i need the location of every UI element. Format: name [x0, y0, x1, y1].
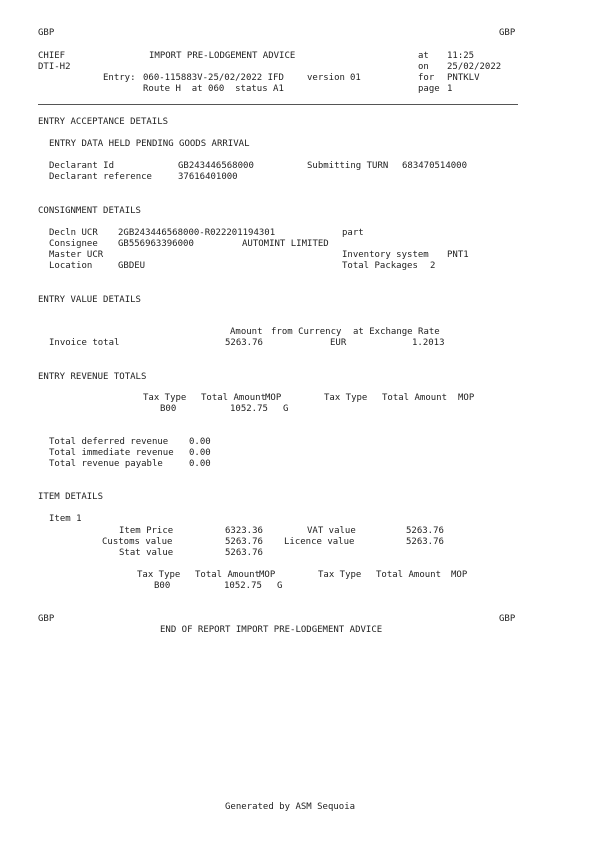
item-total-amount-value: 1052.75	[224, 581, 262, 591]
stat-value-value: 5263.76	[225, 548, 263, 558]
location-value: GBDEU	[118, 261, 146, 271]
customs-value-value: 5263.76	[225, 537, 263, 547]
item-tax-type-value: B00	[154, 581, 171, 591]
end-of-report: END OF REPORT IMPORT PRE-LODGEMENT ADVICE	[160, 625, 383, 635]
item-label: Item 1	[49, 514, 82, 524]
exchange-rate-column-header: at Exchange Rate	[353, 327, 440, 337]
at-label: at	[418, 51, 429, 61]
inventory-system-value: PNT1	[447, 250, 469, 260]
total-packages-label: Total Packages	[342, 261, 418, 271]
report-time: 11:25	[447, 51, 475, 61]
vat-value-value: 5263.76	[406, 526, 444, 536]
version-value: 01	[350, 73, 361, 83]
report-title: IMPORT PRE-LODGEMENT ADVICE	[149, 51, 296, 61]
decln-ucr-label: Decln UCR	[49, 228, 98, 238]
revenue-mop-header-1: MOP	[265, 393, 282, 403]
declarant-id-label: Declarant Id	[49, 161, 115, 171]
item-total-amount-header-2: Total Amount	[376, 570, 442, 580]
route-status: Route H at 060 status A1	[143, 84, 284, 94]
declarant-reference-value: 37616401000	[178, 172, 238, 182]
consignee-id: GB556963396000	[118, 239, 194, 249]
section-heading-consignment: CONSIGNMENT DETAILS	[38, 206, 141, 216]
for-label: for	[418, 73, 435, 83]
total-revenue-payable-label: Total revenue payable	[49, 459, 163, 469]
revenue-tax-type-value: B00	[160, 404, 177, 414]
item-total-amount-header-1: Total Amount	[195, 570, 261, 580]
footer-gbp-left: GBP	[38, 614, 55, 624]
item-price-value: 6323.36	[225, 526, 263, 536]
invoice-total-label: Invoice total	[49, 338, 120, 348]
page-number: 1	[447, 84, 453, 94]
submitting-turn-value: 683470514000	[402, 161, 468, 171]
total-deferred-revenue-value: 0.00	[189, 437, 211, 447]
total-revenue-payable-value: 0.00	[189, 459, 211, 469]
declarant-id-value: GB243446568000	[178, 161, 254, 171]
system-name: CHIEF	[38, 51, 66, 61]
revenue-mop-value: G	[283, 404, 289, 414]
master-ucr-label: Master UCR	[49, 250, 104, 260]
section-heading-entry-acceptance: ENTRY ACCEPTANCE DETAILS	[38, 117, 169, 127]
declarant-reference-label: Declarant reference	[49, 172, 152, 182]
revenue-tax-type-header-1: Tax Type	[143, 393, 187, 403]
section-heading-item-details: ITEM DETAILS	[38, 492, 104, 502]
section-heading-entry-value: ENTRY VALUE DETAILS	[38, 295, 141, 305]
total-immediate-revenue-value: 0.00	[189, 448, 211, 458]
from-currency-column-header: from Currency	[271, 327, 342, 337]
entry-status-note: ENTRY DATA HELD PENDING GOODS ARRIVAL	[49, 139, 250, 149]
header-divider	[38, 104, 518, 105]
location-label: Location	[49, 261, 93, 271]
revenue-tax-type-header-2: Tax Type	[324, 393, 368, 403]
entry-label: Entry:	[103, 73, 136, 83]
revenue-total-amount-header-2: Total Amount	[382, 393, 448, 403]
item-price-label: Item Price	[119, 526, 174, 536]
revenue-total-amount-header-1: Total Amount	[201, 393, 267, 403]
revenue-mop-header-2: MOP	[458, 393, 475, 403]
vat-value-label: VAT value	[307, 526, 356, 536]
decln-ucr-value: 2GB243446568000-R022201194301	[118, 228, 276, 238]
dti-code: DTI-H2	[38, 62, 71, 72]
amount-column-header: Amount	[230, 327, 263, 337]
total-packages-value: 2	[430, 261, 436, 271]
invoice-currency: EUR	[330, 338, 347, 348]
customs-value-label: Customs value	[102, 537, 173, 547]
on-label: on	[418, 62, 429, 72]
item-mop-value: G	[277, 581, 283, 591]
report-date: 25/02/2022	[447, 62, 502, 72]
consignee-name: AUTOMINT LIMITED	[242, 239, 329, 249]
inventory-system-label: Inventory system	[342, 250, 429, 260]
footer-gbp-right: GBP	[499, 614, 516, 624]
item-mop-header-2: MOP	[451, 570, 468, 580]
total-deferred-revenue-label: Total deferred revenue	[49, 437, 169, 447]
consignee-label: Consignee	[49, 239, 98, 249]
part-indicator: part	[342, 228, 364, 238]
for-value: PNTKLV	[447, 73, 480, 83]
revenue-total-amount-value: 1052.75	[230, 404, 268, 414]
invoice-exchange-rate: 1.2013	[412, 338, 445, 348]
header-gbp-right: GBP	[499, 28, 516, 38]
item-tax-type-header-1: Tax Type	[137, 570, 181, 580]
item-tax-type-header-2: Tax Type	[318, 570, 362, 580]
entry-number: 060-115883V-25/02/2022 IFD	[143, 73, 284, 83]
submitting-turn-label: Submitting TURN	[307, 161, 389, 171]
section-heading-revenue-totals: ENTRY REVENUE TOTALS	[38, 372, 147, 382]
licence-value-label: Licence value	[284, 537, 355, 547]
generated-by: Generated by ASM Sequoia	[225, 802, 356, 812]
total-immediate-revenue-label: Total immediate revenue	[49, 448, 174, 458]
stat-value-label: Stat value	[119, 548, 174, 558]
page-label: page	[418, 84, 440, 94]
invoice-amount: 5263.76	[225, 338, 263, 348]
header-gbp-left: GBP	[38, 28, 55, 38]
item-mop-header-1: MOP	[259, 570, 276, 580]
licence-value-value: 5263.76	[406, 537, 444, 547]
version-label: version	[307, 73, 345, 83]
